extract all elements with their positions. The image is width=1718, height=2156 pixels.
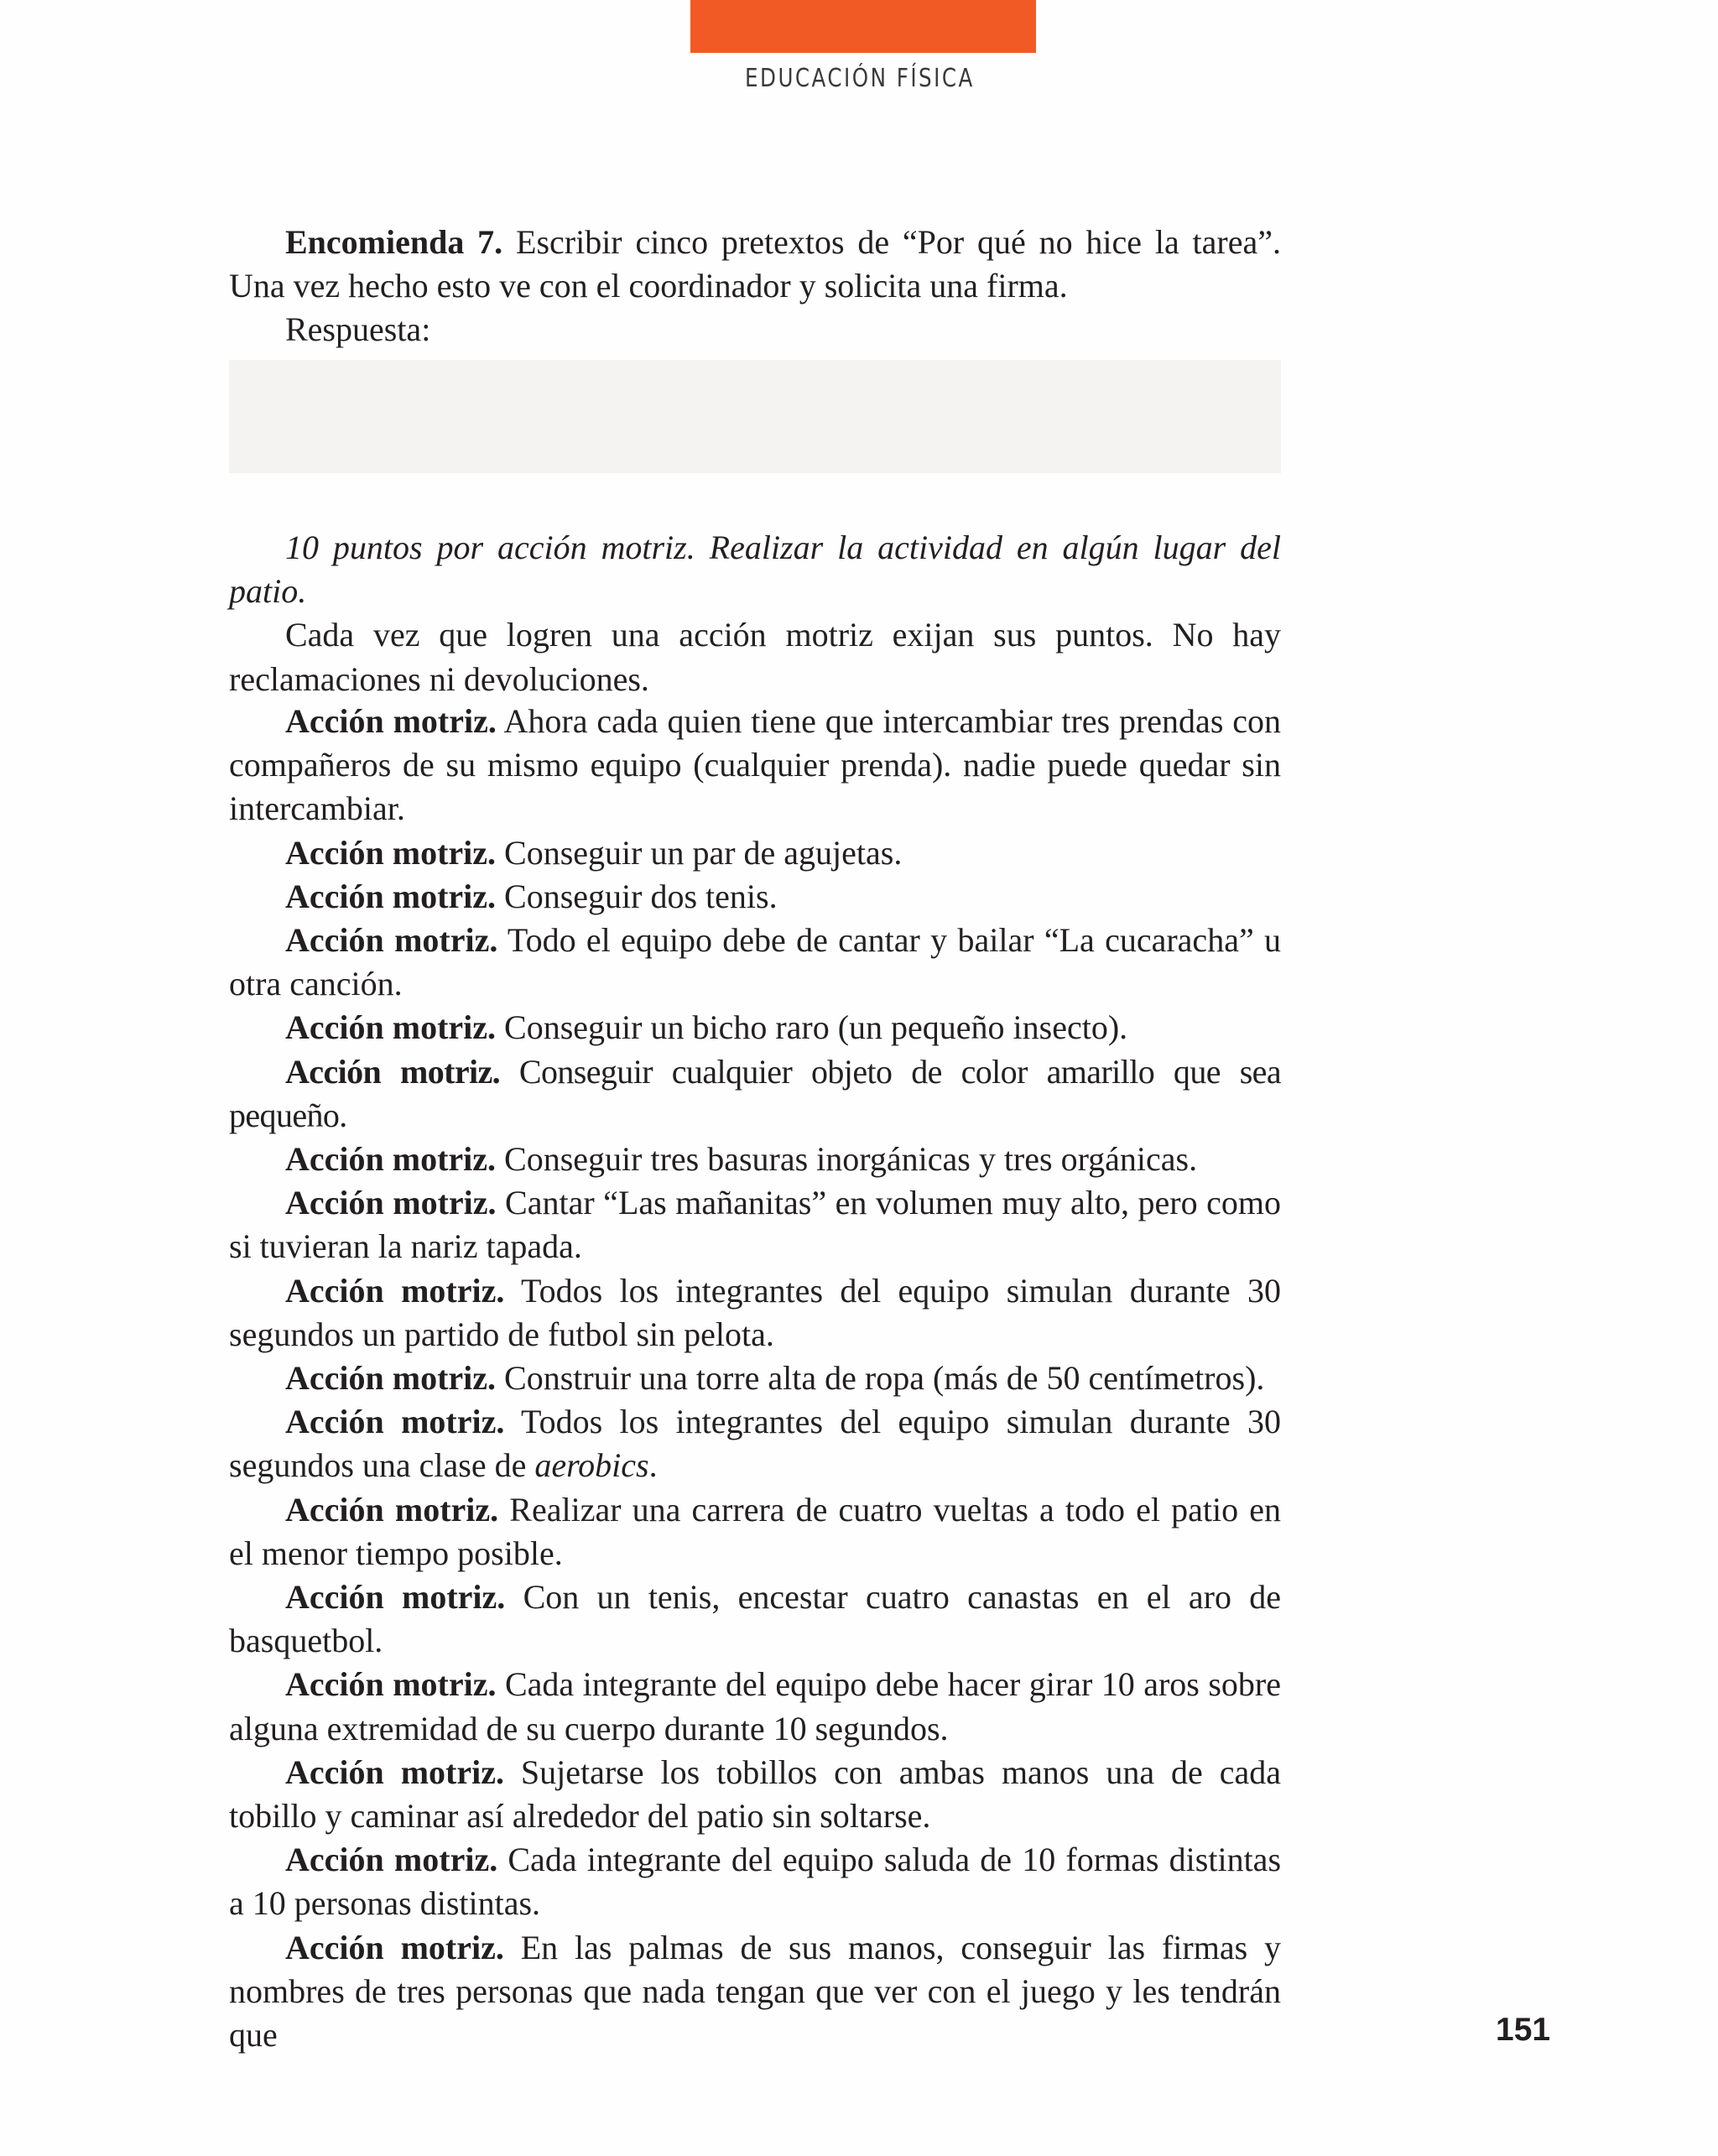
action-label: Acción motriz. bbox=[285, 1184, 497, 1222]
action-text: Ahora cada quien tiene que intercambiar tres prendas con compañeros de su mismo equipo (cualquier prenda). nadie puede quedar sin intercambiar. bbox=[229, 702, 1281, 828]
action-label: Acción motriz. bbox=[285, 1403, 505, 1441]
action-text: En las palmas de sus manos, conseguir las firmas y nombres de tres personas que nada tengan que ver con el juego y les tendrán que bbox=[229, 1928, 1282, 2054]
action-item bbox=[229, 700, 1281, 831]
encomienda-paragraph bbox=[229, 221, 1281, 308]
action-text: Todos los integrantes del equipo simulan durante 30 segundos una clase de bbox=[229, 1403, 1282, 1485]
action-item bbox=[229, 831, 1281, 875]
action-text: Conseguir tres basuras inorgánicas y tres orgánicas. bbox=[496, 1140, 1198, 1179]
action-label: Acción motriz. bbox=[285, 702, 497, 740]
action-text: Construir una torre alta de ropa (más de 50 centímetros). bbox=[496, 1359, 1265, 1398]
action-item bbox=[229, 1050, 1281, 1138]
encomienda-section bbox=[229, 221, 1281, 352]
action-item bbox=[229, 1138, 1281, 1181]
action-text: Conseguir un par de agujetas. bbox=[496, 833, 903, 872]
header-accent-tab bbox=[690, 0, 1036, 53]
action-label: Acción motriz. bbox=[285, 1140, 497, 1179]
action-text: Conseguir un bicho raro (un pequeño insecto). bbox=[496, 1008, 1128, 1047]
action-label: Acción motriz. bbox=[285, 1665, 497, 1704]
action-label: Acción motriz. bbox=[285, 1008, 497, 1047]
intro-section bbox=[229, 526, 1281, 701]
rules-paragraph: Cada vez que logren una acción motriz exijan sus puntos. No hay reclamaciones ni devoluciones. bbox=[229, 616, 1281, 698]
action-item bbox=[229, 1488, 1281, 1575]
action-item bbox=[229, 1181, 1281, 1268]
action-text: Todos los integrantes del equipo simulan durante 30 segundos un partido de futbol sin pelota. bbox=[229, 1271, 1282, 1353]
action-item bbox=[229, 1751, 1281, 1838]
action-text: Cantar “Las mañanitas” en volumen muy alto, pero como si tuvieran la nariz tapada. bbox=[229, 1184, 1281, 1266]
action-label: Acción motriz. bbox=[285, 1490, 499, 1528]
action-item bbox=[229, 1663, 1281, 1750]
action-text: Todo el equipo debe de cantar y bailar “La cucaracha” u otra canción. bbox=[229, 921, 1282, 1003]
encomienda-text: Escribir cinco pretextos de “Por qué no hice la tarea”. Una vez hecho esto ve con el coordinador y solicita una firma. bbox=[229, 223, 1281, 305]
action-text: Realizar una carrera de cuatro vueltas a todo el patio en el menor tiempo posible. bbox=[229, 1490, 1282, 1572]
action-text: Sujetarse los tobillos con ambas manos una de cada tobillo y caminar así alrededor del patio sin soltarse. bbox=[229, 1752, 1281, 1836]
action-label: Acción motriz. bbox=[285, 921, 498, 960]
action-label: Acción motriz. bbox=[285, 1052, 501, 1091]
action-text: Conseguir cualquier objeto de color amarillo que sea pequeño. bbox=[229, 1052, 1281, 1134]
action-text: Conseguir dos tenis. bbox=[496, 877, 778, 915]
action-item bbox=[229, 1006, 1281, 1049]
action-item bbox=[229, 1269, 1281, 1357]
action-label: Acción motriz. bbox=[285, 833, 497, 872]
action-item bbox=[229, 1357, 1281, 1400]
action-item bbox=[229, 1400, 1281, 1487]
actions-list bbox=[229, 700, 1281, 2057]
action-label: Acción motriz. bbox=[285, 877, 497, 915]
points-note: 10 puntos por acción motriz. Realizar la actividad en algún lugar del patio. bbox=[229, 529, 1281, 611]
action-label: Acción motriz. bbox=[285, 1841, 498, 1879]
action-item bbox=[229, 1575, 1281, 1663]
action-label: Acción motriz. bbox=[285, 1271, 505, 1310]
action-text: Cada integrante del equipo saluda de 10 formas distintas a 10 personas distintas. bbox=[229, 1841, 1282, 1923]
encomienda-label: Encomienda 7. bbox=[285, 223, 503, 261]
action-text: Con un tenis, encestar cuatro canastas en el aro de basquetbol. bbox=[229, 1578, 1281, 1660]
page-number: 151 bbox=[1496, 2012, 1551, 2048]
action-text-end: . bbox=[648, 1446, 658, 1485]
action-text: Cada integrante del equipo debe hacer girar 10 aros sobre alguna extremidad de su cuerpo durante 10 segundos. bbox=[229, 1665, 1281, 1747]
running-head: EDUCACIÓN FÍSICA bbox=[745, 64, 975, 93]
action-label: Acción motriz. bbox=[285, 1578, 506, 1617]
action-item bbox=[229, 1926, 1281, 2058]
response-label: Respuesta: bbox=[285, 310, 431, 349]
action-label: Acción motriz. bbox=[285, 1359, 497, 1398]
action-item bbox=[229, 875, 1281, 919]
action-item bbox=[229, 1838, 1281, 1925]
answer-box[interactable] bbox=[229, 360, 1281, 473]
action-label: Acción motriz. bbox=[285, 1752, 504, 1791]
action-label: Acción motriz. bbox=[285, 1928, 504, 1966]
action-item bbox=[229, 919, 1281, 1006]
action-italic-term: aerobics bbox=[534, 1446, 649, 1485]
